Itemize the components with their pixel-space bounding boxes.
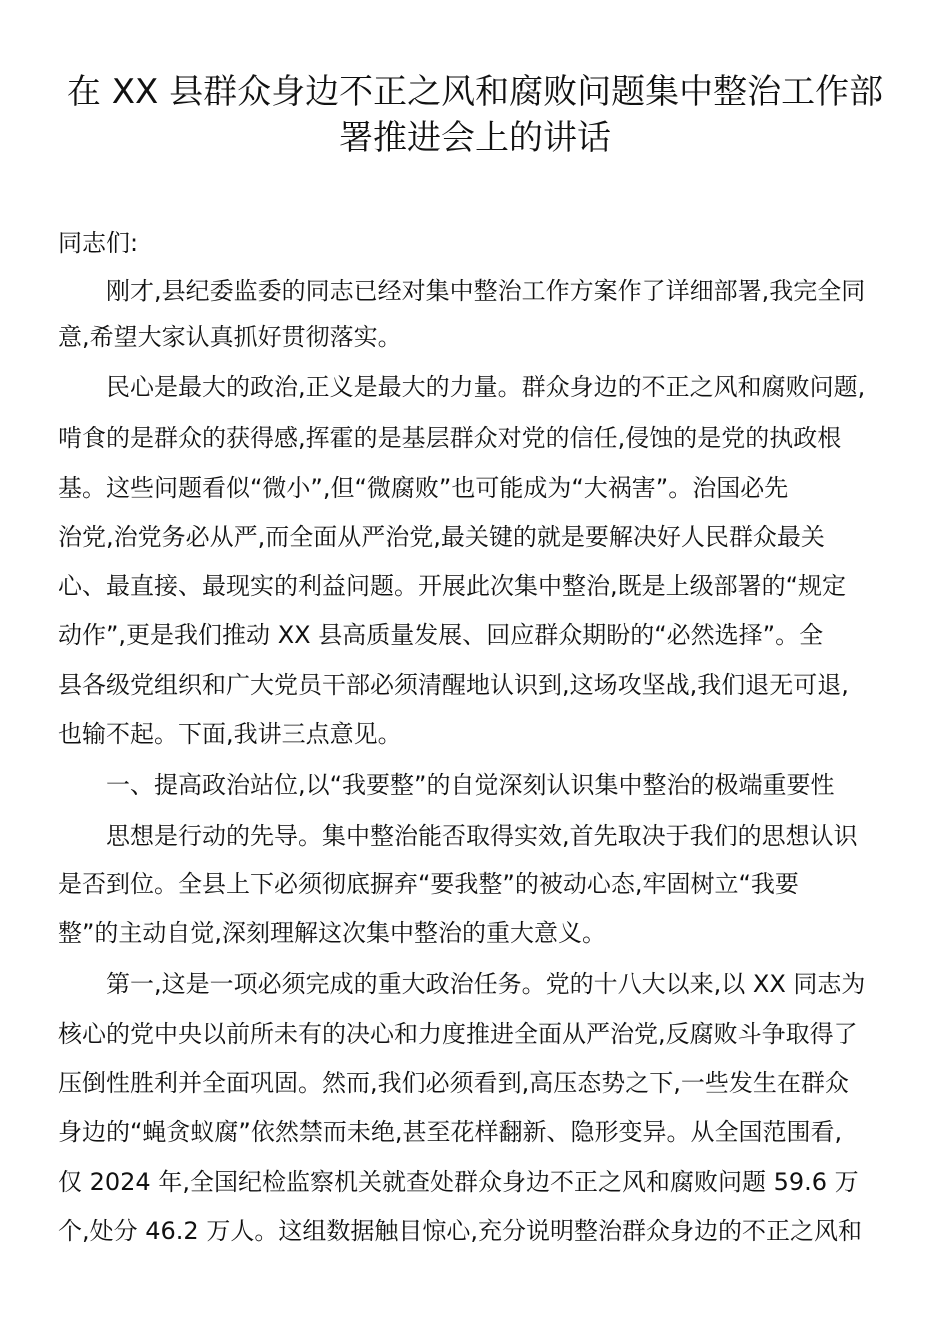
document-title-line-1: 在 XX 县群众身边不正之风和腐败问题集中整治工作部: [66, 72, 884, 112]
document-title-line-2: 署推进会上的讲话: [339, 118, 611, 158]
body-line: 也输不起。下面,我讲三点意见。: [58, 720, 402, 748]
body-line: 是否到位。全县上下必须彻底摒弃“要我整”的被动心态,牢固树立“我要: [58, 870, 799, 898]
body-line: 刚才,县纪委监委的同志已经对集中整治工作方案作了详细部署,我完全同: [58, 277, 866, 305]
body-line: 思想是行动的先导。集中整治能否取得实效,首先取决于我们的思想认识: [58, 822, 858, 850]
body-line: 意,希望大家认真抓好贯彻落实。: [58, 323, 402, 351]
body-line: 啃食的是群众的获得感,挥霍的是基层群众对党的信任,侵蚀的是党的执政根: [58, 424, 842, 452]
body-line: 第一,这是一项必须完成的重大政治任务。党的十八大以来,以 XX 同志为: [58, 970, 866, 998]
body-line: 县各级党组织和广大党员干部必须清醒地认识到,这场攻坚战,我们退无可退,: [58, 671, 849, 699]
body-line: 压倒性胜利并全面巩固。然而,我们必须看到,高压态势之下,一些发生在群众: [58, 1069, 849, 1097]
salutation: 同志们:: [58, 229, 139, 257]
body-line: 基。这些问题看似“微小”,但“微腐败”也可能成为“大祸害”。治国必先: [58, 474, 789, 502]
section-heading: 一、提高政治站位,以“我要整”的自觉深刻认识集中整治的极端重要性: [58, 771, 835, 799]
body-line: 心、最直接、最现实的利益问题。开展此次集中整治,既是上级部署的“规定: [58, 572, 847, 600]
body-line: 民心是最大的政治,正义是最大的力量。群众身边的不正之风和腐败问题,: [58, 373, 866, 401]
body-line: 个,处分 46.2 万人。这组数据触目惊心,充分说明整治群众身边的不正之风和: [58, 1217, 862, 1245]
body-line: 治党,治党务必从严,而全面从严治党,最关键的就是要解决好人民群众最关: [58, 523, 825, 551]
body-line: 动作”,更是我们推动 XX 县高质量发展、回应群众期盼的“必然选择”。全: [58, 621, 824, 649]
body-line: 身边的“蝇贪蚁腐”依然禁而未绝,甚至花样翻新、隐形变异。从全国范围看,: [58, 1118, 843, 1146]
body-line: 整”的主动自觉,深刻理解这次集中整治的重大意义。: [58, 919, 607, 947]
body-line: 仅 2024 年,全国纪检监察机关就查处群众身边不正之风和腐败问题 59.6 万: [58, 1168, 859, 1196]
body-line: 核心的党中央以前所未有的决心和力度推进全面从严治党,反腐败斗争取得了: [58, 1020, 858, 1048]
